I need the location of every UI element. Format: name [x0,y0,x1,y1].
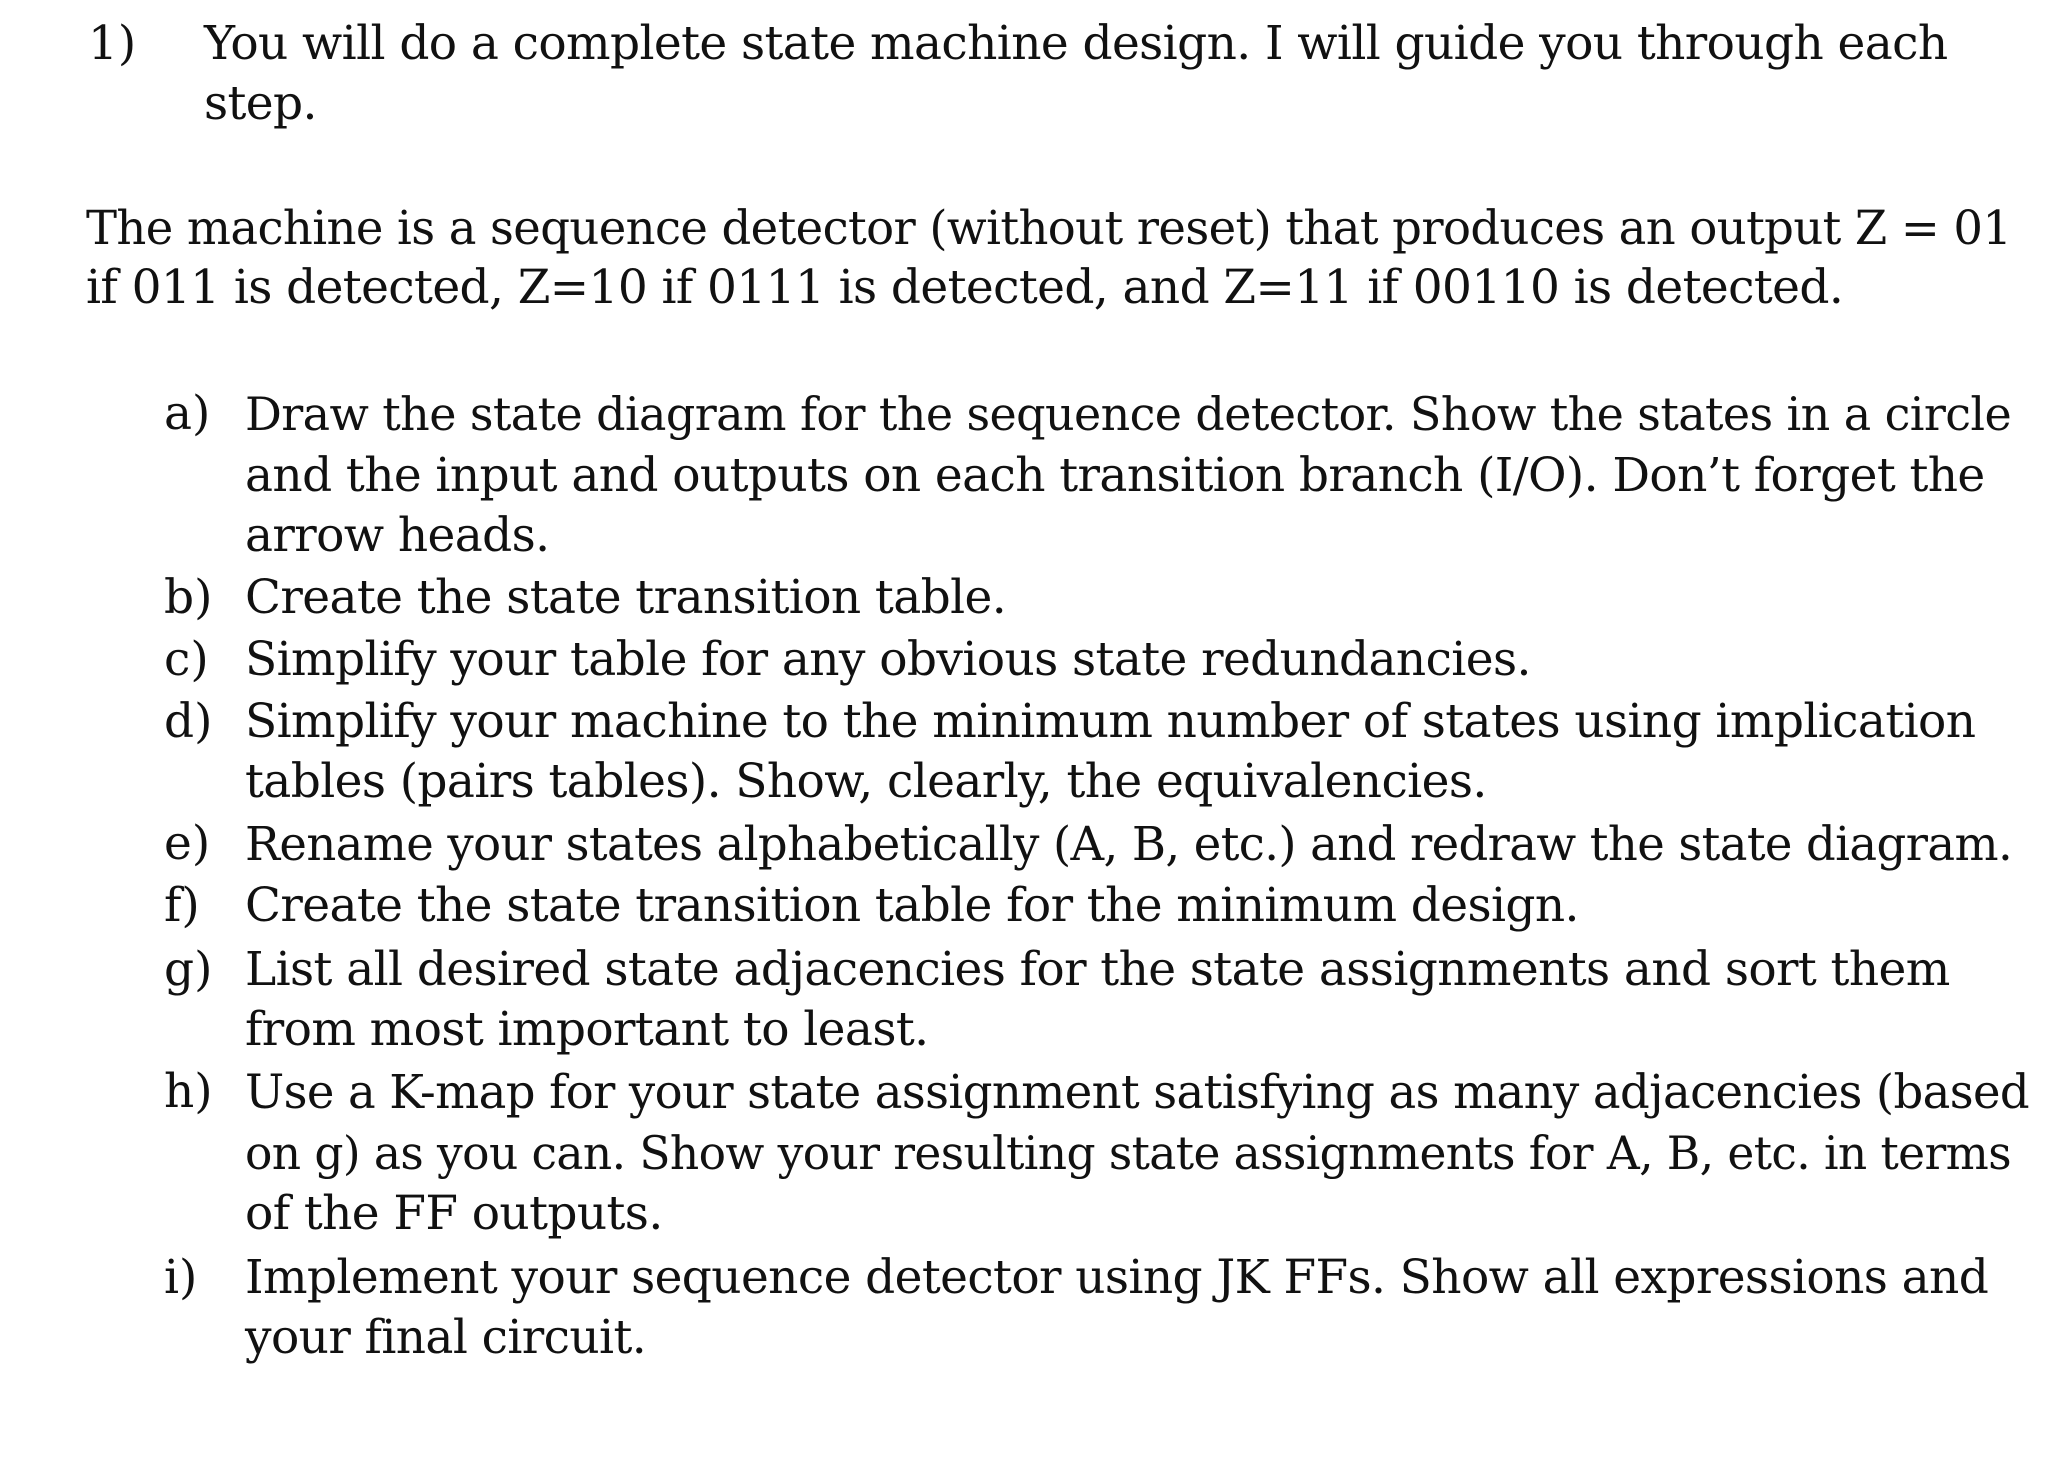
step-b-line-1: Create the state transition table. [245,570,1007,625]
step-g-line-2: from most important to least. [245,1002,929,1057]
step-a-line-3: arrow heads. [245,508,550,563]
step-h-line-1: Use a K-map for your state assignment satisfying as many adjacencies (based [245,1065,2030,1119]
question-intro-line-1: You will do a complete state machine design. I will guide you through each [204,16,1948,71]
step-h-marker: h) [164,1064,213,1119]
description-line-2: if 011 is detected, Z=10 if 0111 is detected, and Z=11 if 00110 is detected. [86,260,1844,315]
step-g-marker: g) [164,942,213,997]
step-c-marker: c) [164,632,209,687]
question-intro-line-2: step. [204,76,317,131]
step-a-marker: a) [164,386,211,441]
step-f-line-1: Create the state transition table for the minimum design. [245,878,1579,933]
step-a-line-1: Draw the state diagram for the sequence detector. Show the states in a circle [245,387,2012,441]
step-a-line-2: and the input and outputs on each transition branch (I/O). Don’t forget the [245,448,1985,503]
step-d-line-1: Simplify your machine to the minimum number of states using implication [245,694,1976,749]
step-f-marker: f) [164,878,200,933]
step-g-line-1: List all desired state adjacencies for the state assignments and sort them [245,942,1950,997]
step-b-marker: b) [164,570,213,625]
step-i-line-1: Implement your sequence detector using JK FFs. Show all expressions and [245,1250,1989,1305]
step-i-marker: i) [164,1250,198,1305]
question-number: 1) [88,16,137,71]
description-line-1: The machine is a sequence detector (without reset) that produces an output Z = 01 [86,201,2012,255]
step-h-line-3: of the FF outputs. [245,1186,663,1241]
step-h-line-2: on g) as you can. Show your resulting state assignments for A, B, etc. in terms [245,1127,2011,1180]
step-d-marker: d) [164,694,213,749]
step-e-marker: e) [164,816,211,871]
step-d-line-2: tables (pairs tables). Show, clearly, the equivalencies. [245,754,1487,809]
step-i-line-2: your final circuit. [245,1310,647,1365]
step-e-line-1: Rename your states alphabetically (A, B, etc.) and redraw the state diagram. [245,817,2013,871]
step-c-line-1: Simplify your table for any obvious state redundancies. [245,632,1531,687]
